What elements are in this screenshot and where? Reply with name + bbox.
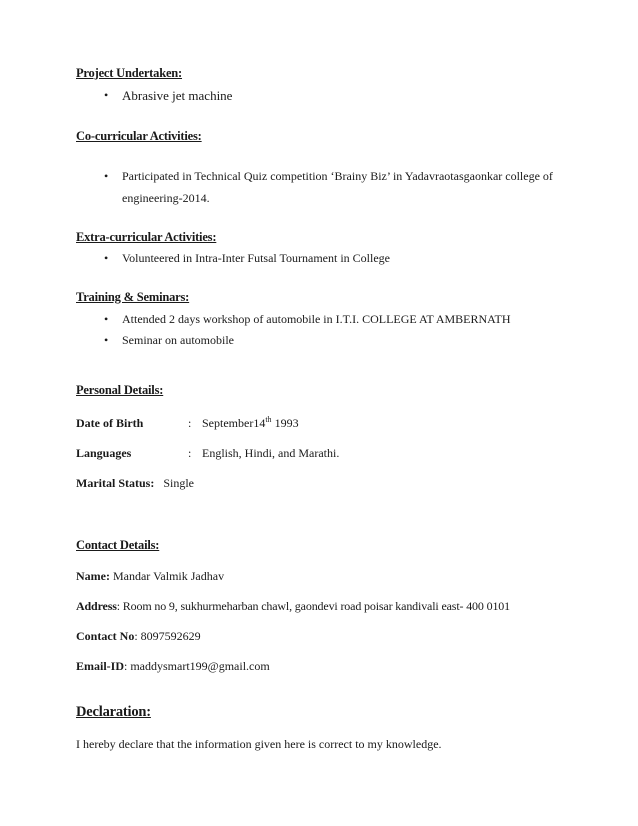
languages-value: English, Hindi, and Marathi. <box>202 446 340 460</box>
project-item <box>104 86 572 105</box>
bullet-icon: • <box>104 88 109 102</box>
dob-year: 1993 <box>274 416 299 430</box>
contact-heading: Contact Details: <box>76 538 160 552</box>
bullet-icon: • <box>104 333 109 347</box>
dob-suffix: th <box>265 415 272 424</box>
declaration-heading: Declaration: <box>76 704 151 720</box>
email-label: Email-ID <box>76 659 124 673</box>
name-label: Name: <box>76 569 110 583</box>
bullet-icon: • <box>104 169 109 183</box>
list-item: Abrasive jet machine <box>122 88 233 103</box>
list-item: Volunteered in Intra-Inter Futsal Tournament in College <box>122 251 390 265</box>
bullet-icon: • <box>104 251 109 265</box>
address-value: Room no 9, sukhurmeharban chawl, gaondevi road poisar kandivali east- 400 0101 <box>122 599 511 613</box>
extracurricular-heading: Extra-curricular Activities: <box>76 230 217 244</box>
cocurricular-heading: Co-curricular Activities: <box>76 129 202 143</box>
list-item: Attended 2 days workshop of automobile in I.T.I. COLLEGE AT AMBERNATH <box>122 312 511 326</box>
separator: : <box>188 416 192 430</box>
email-value: maddysmart199@gmail.com <box>130 659 270 673</box>
cocurricular-item <box>104 167 572 209</box>
contact-no-label: Contact No <box>76 629 135 643</box>
dob-label: Date of Birth <box>76 416 144 430</box>
dob-row <box>76 415 299 431</box>
address-label: Address <box>76 599 117 613</box>
training-item <box>104 310 572 329</box>
contact-no-row: Contact No: 8097592629 <box>76 629 201 643</box>
contact-no-value: 8097592629 <box>140 629 201 643</box>
project-heading: Project Undertaken: <box>76 66 183 80</box>
training-item <box>104 331 572 350</box>
personal-heading: Personal Details: <box>76 383 164 397</box>
languages-row <box>76 446 340 461</box>
marital-value: Single <box>163 476 194 490</box>
address-row: Address: Room no 9, sukhurmeharban chawl, gaondevi road poisar kandivali east- 400 0101 <box>76 599 511 613</box>
name-row <box>76 569 224 584</box>
dob-value <box>202 416 299 431</box>
training-heading: Training & Seminars: <box>76 290 190 304</box>
name-value: Mandar Valmik Jadhav <box>112 569 225 583</box>
list-item: Seminar on automobile <box>122 333 234 347</box>
declaration-text: I hereby declare that the information given here is correct to my knowledge. <box>76 737 442 751</box>
languages-label: Languages <box>76 446 132 460</box>
marital-row <box>76 476 194 491</box>
bullet-icon: • <box>104 312 109 326</box>
dob-month: September14 <box>202 416 266 430</box>
marital-label: Marital Status <box>76 476 151 490</box>
separator: : <box>188 446 192 460</box>
separator: : <box>150 476 155 490</box>
email-row: Email-ID: maddysmart199@gmail.com <box>76 659 270 673</box>
extracurricular-item <box>104 249 572 268</box>
list-item: Participated in Technical Quiz competition ‘Brainy Biz’ in Yadavraotasgaonkar college of engineering-2014. <box>122 169 553 205</box>
